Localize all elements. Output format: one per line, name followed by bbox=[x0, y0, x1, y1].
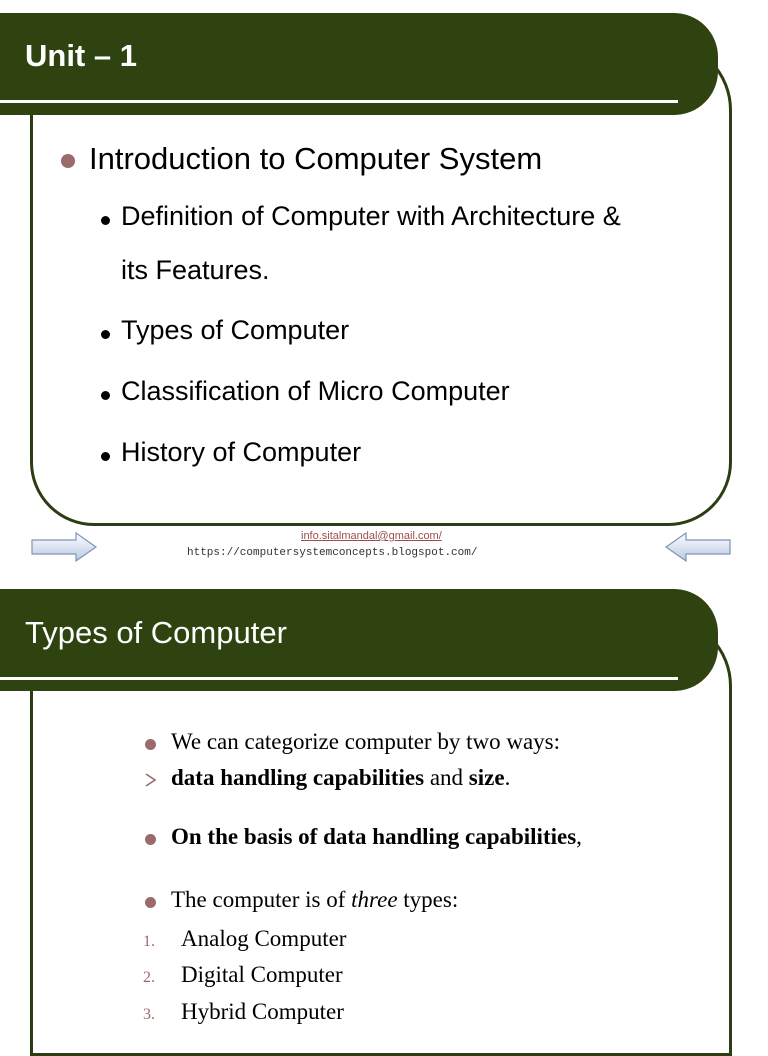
bullet-icon bbox=[101, 452, 110, 461]
bullet-icon bbox=[145, 897, 156, 908]
slide1-sub-bullet: Types of Computer bbox=[121, 315, 350, 345]
list-number: 3. bbox=[143, 1006, 155, 1023]
previous-arrow-icon[interactable] bbox=[664, 530, 732, 564]
slide2-arrow-line bbox=[171, 765, 510, 791]
text: types: bbox=[397, 887, 459, 912]
slide2-bullet-basis bbox=[171, 824, 582, 850]
text: The computer is of bbox=[171, 887, 352, 912]
footer-url: https://computersystemconcepts.blogspot.com/ bbox=[187, 547, 478, 559]
text: . bbox=[504, 765, 511, 790]
slide2-bullet-three bbox=[171, 887, 458, 913]
bullet-icon bbox=[101, 391, 110, 400]
slide1-sub-bullet: Definition of Computer with Architecture & bbox=[121, 201, 621, 231]
bold-text: data handling capabilities bbox=[171, 765, 425, 790]
slide2-title: Types of Computer bbox=[25, 615, 287, 650]
bullet-icon bbox=[101, 330, 110, 339]
footer-email-link[interactable]: info.sitalmandal@gmail.com/ bbox=[301, 530, 442, 542]
slide1-title: Unit – 1 bbox=[25, 38, 137, 73]
slide1-sub-bullet-cont: its Features. bbox=[121, 255, 270, 285]
bullet-icon bbox=[101, 216, 110, 225]
list-item-analog: Analog Computer bbox=[181, 926, 347, 951]
bold-text: size bbox=[468, 765, 505, 790]
slide1-header-line bbox=[0, 100, 678, 103]
slide1-sub-bullet: History of Computer bbox=[121, 437, 362, 467]
slide1-sub-bullet: Classification of Micro Computer bbox=[121, 376, 510, 406]
slide2-header-line bbox=[0, 677, 678, 680]
bullet-icon bbox=[145, 739, 156, 750]
bullet-icon bbox=[61, 154, 75, 168]
bold-text: On the basis of data handling capabilities bbox=[171, 824, 577, 849]
italic-text: three bbox=[351, 887, 398, 912]
list-number: 1. bbox=[143, 933, 155, 950]
slide2-bullet-categorize: We can categorize computer by two ways: bbox=[171, 729, 560, 754]
slide1-main-bullet: Introduction to Computer System bbox=[89, 141, 543, 176]
list-item-hybrid: Hybrid Computer bbox=[181, 999, 344, 1024]
list-number: 2. bbox=[143, 969, 155, 986]
list-item-digital: Digital Computer bbox=[181, 962, 343, 987]
text: , bbox=[576, 824, 582, 849]
next-arrow-icon[interactable] bbox=[30, 530, 98, 564]
arrow-bullet-icon bbox=[145, 773, 157, 787]
bullet-icon bbox=[145, 834, 156, 845]
text: and bbox=[424, 765, 469, 790]
